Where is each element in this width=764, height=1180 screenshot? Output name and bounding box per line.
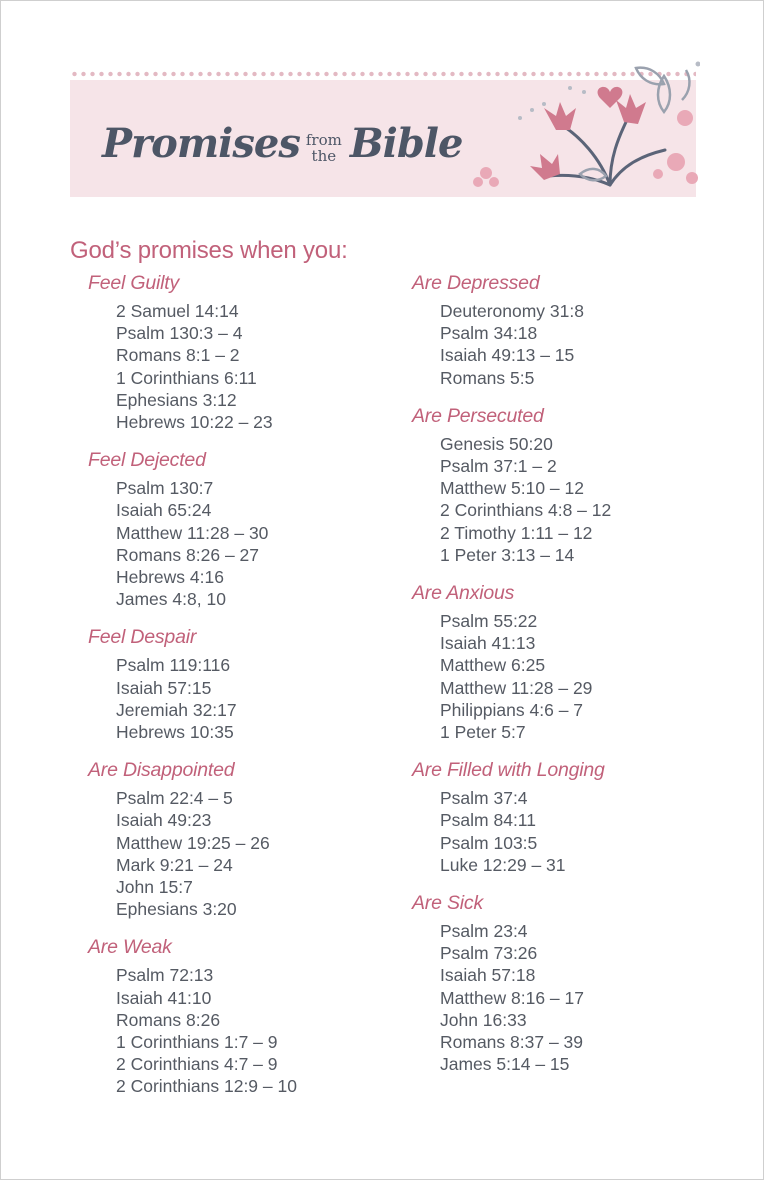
scripture-reference: 1 Corinthians 6:11 (116, 367, 257, 388)
section-heading: Are Anxious (412, 582, 515, 605)
scripture-reference: 1 Peter 3:13 – 14 (440, 544, 575, 565)
section-heading: Feel Despair (88, 626, 197, 649)
floral-illustration-icon (460, 58, 700, 197)
promise-section (412, 270, 742, 389)
scripture-reference: Psalm 37:4 (440, 788, 528, 809)
left-column (88, 270, 418, 1112)
scripture-reference: Matthew 5:10 – 12 (440, 478, 584, 499)
scripture-reference: Jeremiah 32:17 (116, 699, 237, 720)
scripture-reference: Psalm 73:26 (440, 943, 538, 964)
reference-list (412, 433, 742, 566)
scripture-reference: Matthew 19:25 – 26 (116, 832, 270, 853)
scripture-reference: Psalm 23:4 (440, 921, 528, 942)
scripture-reference: Psalm 103:5 (440, 832, 538, 853)
intro-heading: God’s promises when you: (70, 237, 348, 264)
scripture-reference: Hebrews 4:16 (116, 567, 224, 588)
promise-section (88, 447, 418, 610)
scripture-reference: Deuteronomy 31:8 (440, 301, 584, 321)
scripture-reference: James 4:8, 10 (116, 589, 226, 610)
promise-section (88, 757, 418, 920)
promise-section (412, 890, 742, 1075)
scripture-reference: Mark 9:21 – 24 (116, 854, 233, 875)
reference-list (88, 964, 418, 1097)
scripture-reference: Romans 8:26 – 27 (116, 544, 260, 565)
promise-section (88, 624, 418, 743)
title-small-words (306, 132, 342, 164)
scripture-reference: Isaiah 57:18 (440, 965, 536, 986)
section-heading: Feel Dejected (88, 449, 206, 472)
scripture-reference: Hebrews 10:35 (116, 722, 234, 743)
section-heading: Are Disappointed (88, 759, 235, 782)
scripture-reference: Genesis 50:20 (440, 433, 553, 454)
scripture-reference: 2 Samuel 14:14 (116, 301, 239, 321)
scripture-reference: 2 Timothy 1:11 – 12 (440, 522, 593, 543)
title-word-bible: Bible (349, 120, 463, 167)
scripture-reference: 1 Corinthians 1:7 – 9 (116, 1032, 278, 1053)
scripture-reference: James 5:14 – 15 (440, 1054, 570, 1075)
scripture-reference: Psalm 130:3 – 4 (116, 323, 243, 344)
scripture-reference: Matthew 11:28 – 29 (440, 677, 593, 698)
scripture-reference: Psalm 119:116 (116, 655, 231, 676)
promise-section (88, 934, 418, 1097)
scripture-reference: Matthew 11:28 – 30 (116, 522, 269, 543)
scripture-reference: Romans 8:1 – 2 (116, 345, 240, 366)
scripture-reference: 1 Peter 5:7 (440, 722, 526, 743)
scripture-reference: 2 Corinthians 12:9 – 10 (116, 1076, 297, 1097)
title-word-the: the (311, 147, 337, 165)
promise-section (88, 270, 418, 433)
scripture-reference: Isaiah 41:10 (116, 987, 212, 1008)
scripture-reference: 2 Corinthians 4:7 – 9 (116, 1054, 278, 1075)
banner-title (102, 108, 462, 168)
scripture-reference: Isaiah 65:24 (116, 500, 212, 521)
title-word-from: from (305, 131, 342, 149)
reference-list (412, 787, 742, 876)
right-column (412, 270, 742, 1089)
scripture-reference: Psalm 37:1 – 2 (440, 456, 557, 477)
section-heading: Feel Guilty (88, 272, 179, 294)
promise-section (412, 580, 742, 743)
section-heading: Are Depressed (412, 272, 540, 294)
scripture-reference: Matthew 6:25 (440, 655, 546, 676)
scripture-reference: Isaiah 41:13 (440, 633, 536, 654)
scripture-reference: Hebrews 10:22 – 23 (116, 412, 273, 433)
reference-list (412, 610, 742, 743)
promise-section (412, 757, 742, 876)
scripture-reference: Isaiah 57:15 (116, 677, 212, 698)
scripture-reference: 2 Corinthians 4:8 – 12 (440, 500, 612, 521)
scripture-reference: Romans 8:37 – 39 (440, 1032, 584, 1053)
reference-list (88, 654, 418, 743)
scripture-reference: Philippians 4:6 – 7 (440, 699, 584, 720)
section-heading: Are Weak (88, 936, 172, 959)
section-heading: Are Persecuted (412, 404, 544, 427)
scripture-reference: Ephesians 3:12 (116, 389, 237, 410)
scripture-reference: Romans 5:5 (440, 367, 535, 388)
reference-list (412, 920, 742, 1075)
scripture-reference: Psalm 130:7 (116, 478, 214, 499)
scripture-reference: Matthew 8:16 – 17 (440, 987, 584, 1008)
reference-list (88, 787, 418, 920)
scripture-reference: Isaiah 49:23 (116, 810, 212, 831)
scripture-reference: Psalm 22:4 – 5 (116, 788, 233, 809)
scripture-reference: Psalm 34:18 (440, 323, 538, 344)
reference-list (88, 300, 418, 433)
section-heading: Are Filled with Longing (412, 759, 605, 782)
promise-section (412, 403, 742, 566)
reference-list (412, 300, 742, 389)
scripture-reference: Luke 12:29 – 31 (440, 854, 566, 875)
scripture-reference: Psalm 55:22 (440, 611, 538, 632)
scripture-reference: Psalm 84:11 (440, 810, 536, 831)
scripture-reference: Psalm 72:13 (116, 965, 214, 986)
scripture-reference: John 16:33 (440, 1009, 527, 1030)
scripture-reference: Isaiah 49:13 – 15 (440, 345, 575, 366)
reference-list (88, 477, 418, 610)
section-heading: Are Sick (412, 892, 484, 915)
scripture-reference: John 15:7 (116, 877, 193, 898)
title-word-promises: Promises (102, 120, 300, 167)
title-banner (70, 70, 696, 197)
scripture-reference: Ephesians 3:20 (116, 899, 237, 920)
scripture-reference: Romans 8:26 (116, 1009, 221, 1030)
